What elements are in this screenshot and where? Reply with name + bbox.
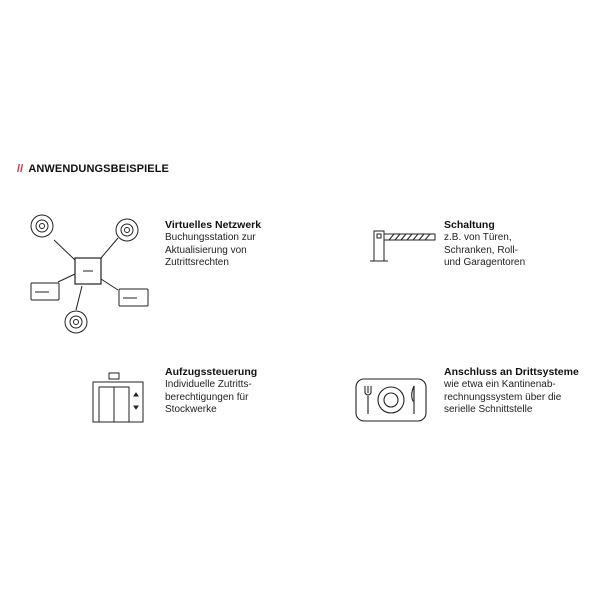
- item-title: Anschluss an Drittsysteme: [444, 366, 579, 378]
- item-third-party: [444, 366, 594, 417]
- item-title: Virtuelles Netzwerk: [165, 219, 262, 231]
- item-desc-line: Individuelle Zutritts-: [165, 379, 252, 390]
- network-icon: [20, 210, 160, 340]
- item-desc-line: Schranken, Roll-: [444, 244, 518, 256]
- item-desc-line: wie etwa ein Kantinenab-: [444, 379, 556, 390]
- item-desc-line: Stockwerke: [165, 404, 217, 416]
- cutlery-plate-icon: [352, 375, 432, 425]
- section-heading: [17, 163, 169, 175]
- item-switching: [444, 219, 600, 270]
- barrier-gate-icon: [368, 228, 438, 268]
- item-desc-line: Buchungsstation zur: [165, 232, 256, 243]
- item-desc-line: berechtigungen für: [165, 391, 249, 403]
- item-title: Aufzugssteuerung: [165, 366, 258, 378]
- item-title: Schaltung: [444, 219, 495, 231]
- elevator-icon: [90, 370, 150, 430]
- heading-marker: //: [17, 163, 24, 175]
- item-desc-line: z.B. von Türen,: [444, 232, 512, 243]
- item-desc-line: rechnungssystem über die: [444, 391, 562, 403]
- item-elevator-control: [165, 366, 335, 417]
- item-desc-line: Zutrittsrechten: [165, 257, 229, 269]
- item-desc-line: serielle Schnittstelle: [444, 404, 533, 416]
- item-virtual-network: [165, 219, 335, 270]
- heading-text: ANWENDUNGSBEISPIELE: [28, 163, 169, 175]
- item-desc-line: und Garagentoren: [444, 257, 526, 269]
- item-desc-line: Aktualisierung von: [165, 244, 247, 256]
